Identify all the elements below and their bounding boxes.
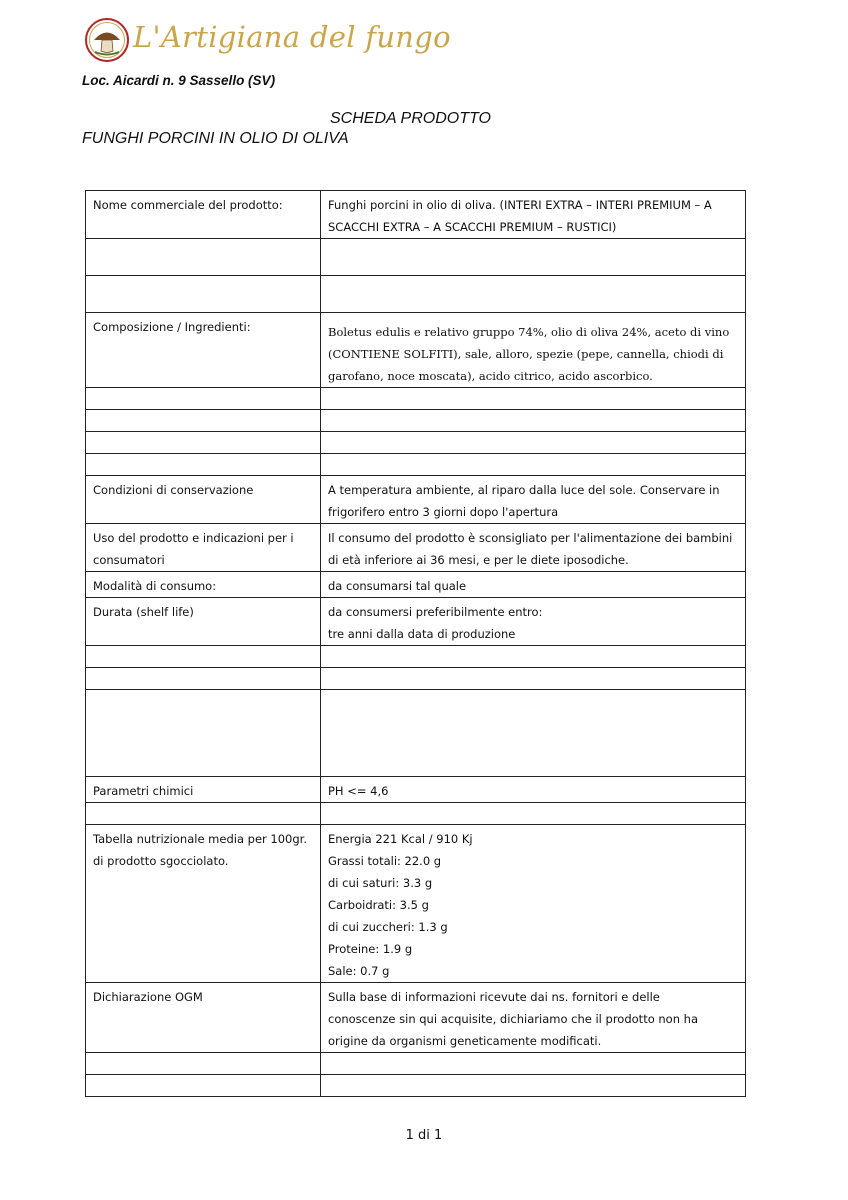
ogm-line-1: Sulla base di informazioni ricevute dai ns. fornitori e delle [328,990,660,1004]
row-label-modalita: Modalità di consumo: [86,572,321,598]
row-label-tabella: Tabella nutrizionale media per 100gr. di prodotto sgocciolato. [86,825,321,983]
table-row [86,476,746,524]
table-row-empty [86,1053,746,1075]
table-row [86,777,746,803]
row-value-composizione: Boletus edulis e relativo gruppo 74%, olio di oliva 24%, aceto di vino (CONTIENE SOLFITI), sale, alloro, spezie (pepe, cannella, chiodi di garofano, noce moscata), acido citrico, acido ascorbico. [321,313,746,388]
table-row-empty [86,388,746,410]
mushroom-logo-icon [85,18,129,62]
table-row [86,825,746,983]
nutrition-item: Carboidrati: 3.5 g [328,898,429,912]
nutrition-item: Proteine: 1.9 g [328,942,413,956]
table-row-empty [86,690,746,777]
logo-text: L'Artigiana del fungo [133,20,451,54]
row-value-parametri: PH <= 4,6 [321,777,746,803]
document-title: SCHEDA PRODOTTO [330,110,491,127]
row-value-modalita: da consumarsi tal quale [321,572,746,598]
table-row-empty [86,239,746,276]
nutrition-item: Energia 221 Kcal / 910 Kj [328,832,473,846]
nutrition-item: di cui saturi: 3.3 g [328,876,433,890]
row-label-parametri: Parametri chimici [86,777,321,803]
nutrition-item: Sale: 0.7 g [328,964,390,978]
durata-line-1: da consumersi preferibilmente entro: [328,605,543,619]
table-row-empty [86,432,746,454]
table-row-empty [86,803,746,825]
nutrition-item: Grassi totali: 22.0 g [328,854,442,868]
row-value-conservazione: A temperatura ambiente, al riparo dalla luce del sole. Conservare in frigorifero entro 3 giorni dopo l'apertura [321,476,746,524]
table-row-empty [86,646,746,668]
table-row-empty [86,276,746,313]
row-value-ogm [321,983,746,1053]
table-row-empty [86,668,746,690]
table-row [86,572,746,598]
row-value-uso: Il consumo del prodotto è sconsigliato per l'alimentazione dei bambini di età inferiore ai 36 mesi, e per le diete iposodiche. [321,524,746,572]
table-row [86,191,746,239]
product-name-heading: FUNGHI PORCINI IN OLIO DI OLIVA [82,130,349,147]
row-label-composizione: Composizione / Ingredienti: [86,313,321,388]
row-value-durata [321,598,746,646]
table-row-empty [86,454,746,476]
row-label-conservazione: Condizioni di conservazione [86,476,321,524]
table-row [86,313,746,388]
company-logo [85,16,451,66]
product-spec-table [85,190,746,1097]
durata-line-2: tre anni dalla data di produzione [328,627,516,641]
table-row-empty [86,1075,746,1097]
nutrition-item: di cui zuccheri: 1.3 g [328,920,448,934]
row-value-nome: Funghi porcini in olio di oliva. (INTERI EXTRA – INTERI PREMIUM – A SCACCHI EXTRA – A SCACCHI PREMIUM – RUSTICI) [321,191,746,239]
table-row [86,598,746,646]
row-label-uso: Uso del prodotto e indicazioni per i consumatori [86,524,321,572]
table-row [86,983,746,1053]
row-label-durata: Durata (shelf life) [86,598,321,646]
page-number: 1 di 1 [405,1128,443,1143]
nutrition-list [321,825,746,983]
table-row-empty [86,410,746,432]
ogm-line-2: conoscenze sin qui acquisite, dichiariamo che il prodotto non ha origine da organismi geneticamente modificati. [328,1012,698,1048]
row-label-nome: Nome commerciale del prodotto: [86,191,321,239]
row-label-ogm: Dichiarazione OGM [86,983,321,1053]
table-row [86,524,746,572]
company-address: Loc. Aicardi n. 9 Sassello (SV) [82,73,276,88]
